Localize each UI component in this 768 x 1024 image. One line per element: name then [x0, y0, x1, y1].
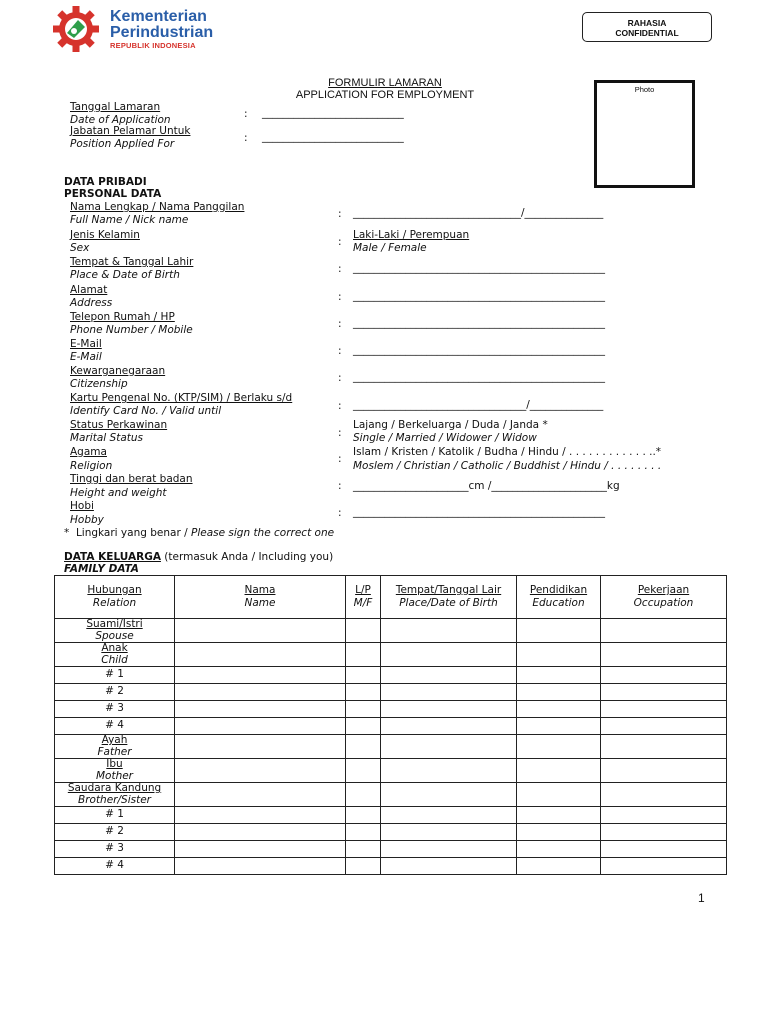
- birth-label-en: Place & Date of Birth: [70, 269, 180, 281]
- height-weight-label-en: Height and weight: [70, 487, 167, 499]
- hobby-label-en: Hobby: [70, 514, 104, 526]
- sex-cell[interactable]: [346, 667, 381, 684]
- sex-cell[interactable]: [346, 643, 381, 667]
- colon: :: [338, 427, 342, 439]
- relation-cell: [55, 667, 175, 684]
- relation-label: # 1: [105, 808, 124, 821]
- personal-data-heading: DATA PRIBADI: [64, 176, 147, 188]
- relation-cell: [55, 684, 175, 701]
- form-title: [250, 77, 520, 101]
- position-applied-label: Jabatan Pelamar Untuk: [70, 125, 191, 137]
- birth-cell[interactable]: [381, 841, 517, 858]
- table-row: [55, 759, 727, 783]
- sex-cell[interactable]: [346, 841, 381, 858]
- phone-label: Telepon Rumah / HP: [70, 311, 175, 323]
- relation-cell: [55, 701, 175, 718]
- ministry-logo: [50, 5, 214, 53]
- sex-options-en: Male / Female: [353, 242, 427, 254]
- full-name-label-en: Full Name / Nick name: [70, 214, 189, 226]
- form-title-id: FORMULIR LAMARAN: [328, 77, 442, 89]
- personal-data-heading-en: PERSONAL DATA: [64, 188, 162, 200]
- relation-label: Anak: [101, 642, 128, 654]
- occupation-cell[interactable]: [601, 619, 727, 643]
- birth-cell[interactable]: [381, 701, 517, 718]
- col-label-en: Place/Date of Birth: [399, 597, 498, 609]
- birth-cell[interactable]: [381, 735, 517, 759]
- religion-options-en: Moslem / Christian / Catholic / Buddhist / Hindu / . . . . . . . .: [353, 460, 662, 472]
- colon: :: [338, 453, 342, 465]
- birth-cell[interactable]: [381, 807, 517, 824]
- education-cell[interactable]: [517, 718, 601, 735]
- footnote-text: Lingkari yang benar /: [75, 527, 191, 539]
- gear-logo-icon: [50, 5, 104, 53]
- sex-cell[interactable]: [346, 619, 381, 643]
- relation-label: # 3: [105, 702, 124, 715]
- sex-cell[interactable]: [346, 735, 381, 759]
- footnote-star: *: [64, 527, 70, 539]
- name-cell[interactable]: [175, 684, 346, 701]
- col-label-en: Name: [244, 597, 276, 609]
- name-cell[interactable]: [175, 718, 346, 735]
- sex-cell[interactable]: [346, 824, 381, 841]
- col-sex: [346, 576, 381, 619]
- logo-subtitle: Perindustrian: [110, 24, 214, 41]
- relation-cell: [55, 858, 175, 875]
- table-row: [55, 807, 727, 824]
- marital-status-options[interactable]: Lajang / Berkeluarga / Duda / Janda *: [353, 419, 548, 431]
- relation-label: # 1: [105, 668, 124, 681]
- name-cell[interactable]: [175, 735, 346, 759]
- occupation-cell[interactable]: [601, 858, 727, 875]
- name-cell[interactable]: [175, 619, 346, 643]
- sex-cell[interactable]: [346, 718, 381, 735]
- colon: :: [338, 318, 342, 330]
- occupation-cell[interactable]: [601, 643, 727, 667]
- full-name-field[interactable]: ________________________________/_______________: [353, 207, 604, 219]
- height-weight-field[interactable]: ______________________cm /______________________kg: [353, 480, 620, 492]
- marital-status-label-en: Marital Status: [70, 432, 143, 444]
- phone-label-en: Phone Number / Mobile: [70, 324, 193, 336]
- position-applied-field[interactable]: ___________________________: [262, 131, 404, 143]
- name-cell[interactable]: [175, 858, 346, 875]
- relation-label: Suami/Istri: [86, 618, 143, 630]
- logo-title: Kementerian: [110, 8, 207, 25]
- birth-cell[interactable]: [381, 718, 517, 735]
- sex-cell[interactable]: [346, 858, 381, 875]
- col-label-en: Occupation: [633, 597, 694, 609]
- family-heading-note: (termasuk Anda / Including you): [160, 551, 334, 563]
- position-applied-label-en: Position Applied For: [70, 138, 175, 150]
- col-label: L/P: [355, 584, 371, 596]
- occupation-cell[interactable]: [601, 667, 727, 684]
- birth-cell[interactable]: [381, 667, 517, 684]
- sex-cell[interactable]: [346, 783, 381, 807]
- occupation-cell[interactable]: [601, 684, 727, 701]
- relation-label-en: Mother: [95, 769, 134, 782]
- relation-label-en: Spouse: [95, 629, 134, 642]
- birth-cell[interactable]: [381, 684, 517, 701]
- table-row: [55, 718, 727, 735]
- confidential-label-id: RAHASIA: [627, 18, 667, 28]
- col-label: Pekerjaan: [637, 584, 690, 596]
- religion-label: Agama: [70, 446, 107, 458]
- address-field[interactable]: ________________________________________________: [353, 290, 605, 302]
- name-cell[interactable]: [175, 759, 346, 783]
- name-cell[interactable]: [175, 807, 346, 824]
- colon: :: [338, 480, 342, 492]
- email-field[interactable]: ________________________________________________: [353, 344, 605, 356]
- application-date-label: Tanggal Lamaran: [70, 101, 161, 113]
- id-card-label-en: Identify Card No. / Valid until: [70, 405, 222, 417]
- sex-cell[interactable]: [346, 684, 381, 701]
- occupation-cell[interactable]: [601, 807, 727, 824]
- birth-cell[interactable]: [381, 783, 517, 807]
- religion-label-en: Religion: [70, 460, 113, 472]
- email-label: E-Mail: [70, 338, 102, 350]
- application-date-field[interactable]: ___________________________: [262, 107, 404, 119]
- name-cell[interactable]: [175, 643, 346, 667]
- table-row: [55, 858, 727, 875]
- name-cell[interactable]: [175, 783, 346, 807]
- birth-label: Tempat & Tanggal Lahir: [70, 256, 194, 268]
- birth-cell[interactable]: [381, 858, 517, 875]
- birth-cell[interactable]: [381, 643, 517, 667]
- hobby-label: Hobi: [70, 500, 94, 512]
- occupation-cell[interactable]: [601, 824, 727, 841]
- relation-label: # 3: [105, 842, 124, 855]
- occupation-cell[interactable]: [601, 783, 727, 807]
- sex-cell[interactable]: [346, 701, 381, 718]
- col-label: Pendidikan: [529, 584, 588, 596]
- relation-cell: [55, 807, 175, 824]
- col-label-en: Education: [532, 597, 585, 609]
- email-label-en: E-Mail: [70, 351, 102, 363]
- occupation-cell[interactable]: [601, 735, 727, 759]
- table-row: [55, 735, 727, 759]
- confidential-badge: [582, 12, 712, 42]
- name-cell[interactable]: [175, 701, 346, 718]
- colon: :: [338, 208, 342, 220]
- full-name-label: Nama Lengkap / Nama Panggilan: [70, 201, 245, 213]
- table-row: [55, 619, 727, 643]
- id-card-field[interactable]: _________________________________/______________: [353, 399, 604, 411]
- citizenship-label: Kewarganegaraan: [70, 365, 166, 377]
- birth-cell[interactable]: [381, 824, 517, 841]
- colon: :: [338, 263, 342, 275]
- height-weight-label: Tinggi dan berat badan: [70, 473, 193, 485]
- address-label-en: Address: [70, 297, 113, 309]
- table-row: [55, 643, 727, 667]
- footnote-text-en: Please sign the correct one: [190, 527, 335, 539]
- family-table: [54, 575, 727, 875]
- occupation-cell[interactable]: [601, 841, 727, 858]
- occupation-cell[interactable]: [601, 701, 727, 718]
- confidential-label-en: CONFIDENTIAL: [615, 28, 679, 38]
- col-occupation: [601, 576, 727, 619]
- occupation-cell[interactable]: [601, 718, 727, 735]
- relation-label: Ayah: [101, 734, 128, 746]
- education-cell[interactable]: [517, 841, 601, 858]
- relation-cell: [55, 824, 175, 841]
- citizenship-label-en: Citizenship: [70, 378, 128, 390]
- col-label: Nama: [244, 584, 276, 596]
- name-cell[interactable]: [175, 841, 346, 858]
- col-label-en: Relation: [92, 597, 137, 609]
- colon: :: [244, 132, 248, 144]
- sex-options[interactable]: Laki-Laki / Perempuan: [353, 229, 470, 241]
- footnote: [64, 527, 334, 540]
- education-cell[interactable]: [517, 701, 601, 718]
- colon: :: [338, 236, 342, 248]
- table-row: [55, 701, 727, 718]
- page-number: 1: [698, 891, 705, 905]
- relation-cell: [55, 841, 175, 858]
- education-cell[interactable]: [517, 759, 601, 783]
- col-label: Hubungan: [87, 584, 142, 596]
- table-row: [55, 841, 727, 858]
- col-label: Tempat/Tanggal Lair: [395, 584, 502, 596]
- education-cell[interactable]: [517, 735, 601, 759]
- relation-cell: [55, 759, 175, 783]
- sex-label-en: Sex: [70, 242, 90, 254]
- relation-cell: [55, 783, 175, 807]
- col-birth: [381, 576, 517, 619]
- relation-label: # 4: [105, 859, 124, 872]
- relation-label: Ibu: [106, 758, 123, 770]
- col-education: [517, 576, 601, 619]
- education-cell[interactable]: [517, 783, 601, 807]
- colon: :: [338, 291, 342, 303]
- logo-country: REPUBLIK INDONESIA: [110, 41, 196, 50]
- table-row: [55, 783, 727, 807]
- birth-cell[interactable]: [381, 619, 517, 643]
- family-table-header: [55, 576, 727, 619]
- relation-cell: [55, 643, 175, 667]
- sex-label: Jenis Kelamin: [70, 229, 140, 241]
- relation-cell: [55, 735, 175, 759]
- relation-label: Saudara Kandung: [67, 782, 162, 794]
- photo-label: Photo: [634, 85, 655, 94]
- table-row: [55, 824, 727, 841]
- colon: :: [338, 507, 342, 519]
- application-date-label-en: Date of Application: [70, 114, 171, 126]
- relation-label-en: Child: [101, 653, 128, 666]
- colon: :: [244, 108, 248, 120]
- citizenship-field[interactable]: ________________________________________________: [353, 371, 605, 383]
- education-cell[interactable]: [517, 807, 601, 824]
- id-card-label: Kartu Pengenal No. (KTP/SIM) / Berlaku s/d: [70, 392, 293, 404]
- sex-cell[interactable]: [346, 759, 381, 783]
- religion-options[interactable]: Islam / Kristen / Katolik / Budha / Hindu / . . . . . . . . . . . . ..*: [353, 446, 662, 458]
- hobby-field[interactable]: ________________________________________________: [353, 506, 605, 518]
- birth-field[interactable]: ________________________________________________: [353, 262, 605, 274]
- relation-cell: [55, 718, 175, 735]
- relation-label: # 4: [105, 719, 124, 732]
- col-name: [175, 576, 346, 619]
- relation-label: # 2: [105, 825, 124, 838]
- colon: :: [338, 372, 342, 384]
- phone-field[interactable]: ________________________________________________: [353, 317, 605, 329]
- sex-cell[interactable]: [346, 807, 381, 824]
- education-cell[interactable]: [517, 619, 601, 643]
- education-cell[interactable]: [517, 667, 601, 684]
- col-label-en: M/F: [353, 597, 373, 609]
- occupation-cell[interactable]: [601, 759, 727, 783]
- education-cell[interactable]: [517, 684, 601, 701]
- family-data-heading-en: FAMILY DATA: [64, 563, 139, 575]
- relation-label: # 2: [105, 685, 124, 698]
- name-cell[interactable]: [175, 824, 346, 841]
- address-label: Alamat: [70, 284, 108, 296]
- education-cell[interactable]: [517, 824, 601, 841]
- marital-status-options-en: Single / Married / Widower / Widow: [353, 432, 537, 444]
- birth-cell[interactable]: [381, 759, 517, 783]
- photo-box[interactable]: [594, 80, 695, 188]
- name-cell[interactable]: [175, 667, 346, 684]
- table-row: [55, 667, 727, 684]
- colon: :: [338, 400, 342, 412]
- colon: :: [338, 345, 342, 357]
- family-heading-title: DATA KELUARGA: [64, 551, 161, 563]
- education-cell[interactable]: [517, 643, 601, 667]
- relation-label-en: Father: [97, 745, 132, 758]
- relation-label-en: Brother/Sister: [78, 793, 151, 806]
- relation-cell: [55, 619, 175, 643]
- form-title-en: APPLICATION FOR EMPLOYMENT: [295, 89, 475, 101]
- education-cell[interactable]: [517, 858, 601, 875]
- table-row: [55, 684, 727, 701]
- col-relation: [55, 576, 175, 619]
- marital-status-label: Status Perkawinan: [70, 419, 168, 431]
